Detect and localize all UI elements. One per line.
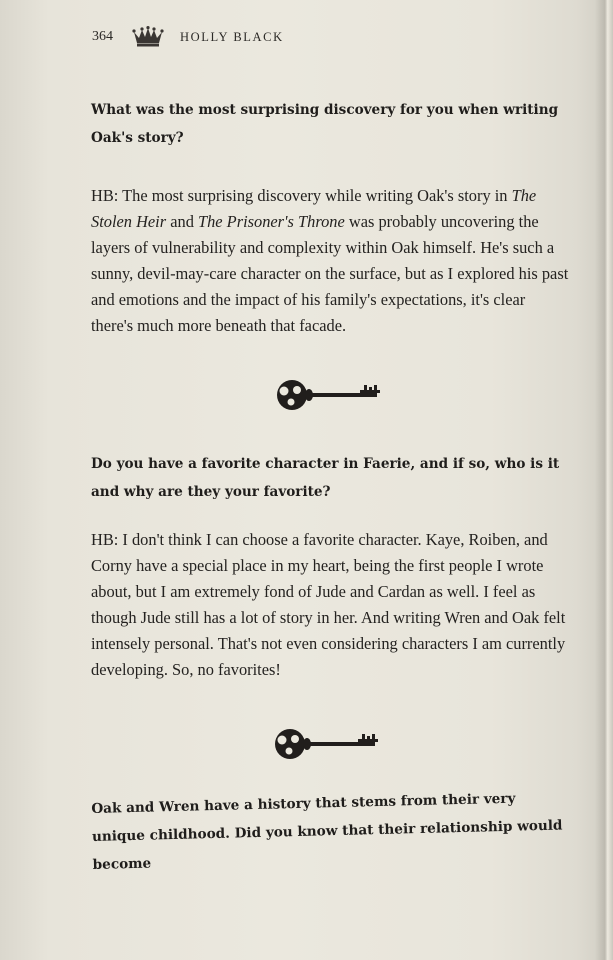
answer-2-block bbox=[91, 527, 571, 683]
question-3-block bbox=[91, 783, 573, 879]
question-2: Do you have a favorite character in Faerie, and if so, who is it and why are they your favorite? bbox=[91, 456, 560, 500]
page-number: 364 bbox=[92, 29, 113, 44]
book-title-prisoners-throne: The Prisoner's Throne bbox=[198, 212, 345, 231]
running-header bbox=[92, 26, 284, 48]
answer-1-suffix: was probably uncovering the layers of vulnerability and complexity within Oak himself. He's such a sunny, devil-may-care character on the surface, but as I explored his past and emotions and the impact of his family's expectations, it's clear there's much more beneath that facade. bbox=[91, 212, 569, 335]
answer-1-mid: and bbox=[166, 212, 198, 231]
question-1-block bbox=[91, 96, 571, 152]
page-edge bbox=[595, 0, 613, 960]
skeleton-key-icon bbox=[270, 377, 390, 413]
answer-1-prefix: HB: The most surprising discovery while writing Oak's story in bbox=[91, 186, 512, 205]
question-1: What was the most surprising discovery for you when writing Oak's story? bbox=[91, 102, 559, 146]
skeleton-key-icon bbox=[268, 726, 388, 762]
author-name: HOLLY BLACK bbox=[180, 29, 284, 44]
crown-icon bbox=[132, 26, 164, 48]
answer-2: HB: I don't think I can choose a favorite character. Kaye, Roiben, and Corny have a special place in my heart, being the first people I wrote about, but I am extremely fond of Jude and Cardan as well. I feel as though Jude still has a lot of story in her. And writing Wren and Oak felt intensely personal. That's not even considering characters I am currently developing. So, no favorites! bbox=[91, 530, 566, 679]
answer-1-block bbox=[91, 183, 571, 339]
answer-1 bbox=[91, 183, 571, 339]
question-3: Oak and Wren have a history that stems from their very unique childhood. Did you know that their relationship would become bbox=[91, 790, 563, 873]
book-title-stolen-heir: The Stolen Heir bbox=[91, 186, 537, 231]
question-2-block bbox=[91, 450, 571, 506]
